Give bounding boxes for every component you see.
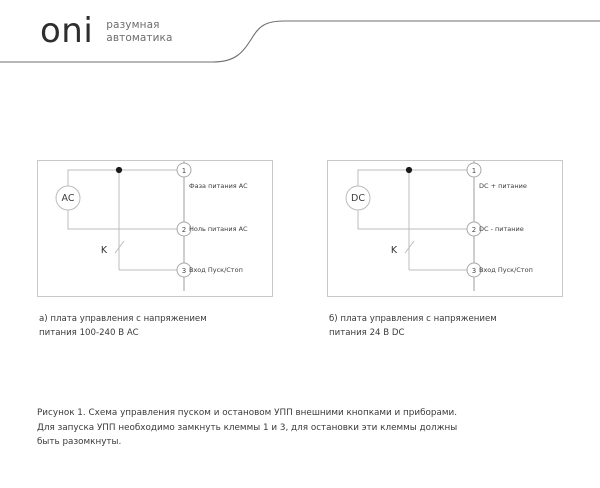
- diagram-dc: [327, 160, 563, 338]
- junction-dot: [406, 167, 412, 173]
- figure-note: [37, 406, 567, 450]
- terminal-label-2: DC - питание: [479, 225, 524, 233]
- terminal-number-1: 1: [181, 166, 187, 175]
- terminal-number-3: 3: [471, 266, 477, 275]
- header-divider-curve: [0, 0, 600, 80]
- terminal-label-1: DC + питание: [479, 182, 527, 190]
- source-label-ac: AC: [61, 193, 75, 204]
- diagram-ac: [37, 160, 273, 338]
- terminal-number-3: 3: [181, 266, 187, 275]
- caption-line-2: питания 100-240 В AC: [39, 328, 139, 338]
- terminal-number-1: 1: [471, 166, 477, 175]
- diagram-ac-caption: [39, 312, 289, 340]
- terminal-label-1: Фаза питания AC: [189, 182, 248, 190]
- caption-line-2: питания 24 В DC: [329, 328, 405, 338]
- switch-label-k: K: [100, 245, 108, 256]
- diagram-dc-schematic: [328, 161, 564, 298]
- page-header: [0, 0, 600, 80]
- oni-logo: oni: [40, 11, 94, 51]
- diagram-ac-frame: [37, 160, 273, 297]
- caption-line-1: а) плата управления с напряжением: [39, 314, 207, 324]
- terminal-label-2: Ноль питания AC: [189, 225, 248, 233]
- switch-label-k: K: [390, 245, 398, 256]
- tagline-line-2: автоматика: [106, 32, 173, 44]
- figure-note-line-1: Рисунок 1. Схема управления пуском и остановом УПП внешними кнопками и приборами.: [37, 408, 458, 418]
- terminal-label-3: Вход Пуск/Стоп: [189, 266, 243, 274]
- figure-note-line-2: Для запуска УПП необходимо замкнуть клеммы 1 и 3, для остановки эти клеммы должны: [37, 422, 458, 433]
- tagline-line-1: разумная: [106, 19, 160, 31]
- terminal-number-2: 2: [471, 225, 477, 234]
- junction-dot: [116, 167, 122, 173]
- terminal-number-2: 2: [181, 225, 187, 234]
- caption-line-1: б) плата управления с напряжением: [329, 314, 497, 324]
- terminal-label-3: Вход Пуск/Стоп: [479, 266, 533, 274]
- diagram-dc-caption: [329, 312, 579, 340]
- diagram-dc-frame: [327, 160, 563, 297]
- source-label-dc: DC: [351, 193, 365, 204]
- figure-note-line-3: быть разомкнуты.: [37, 437, 122, 447]
